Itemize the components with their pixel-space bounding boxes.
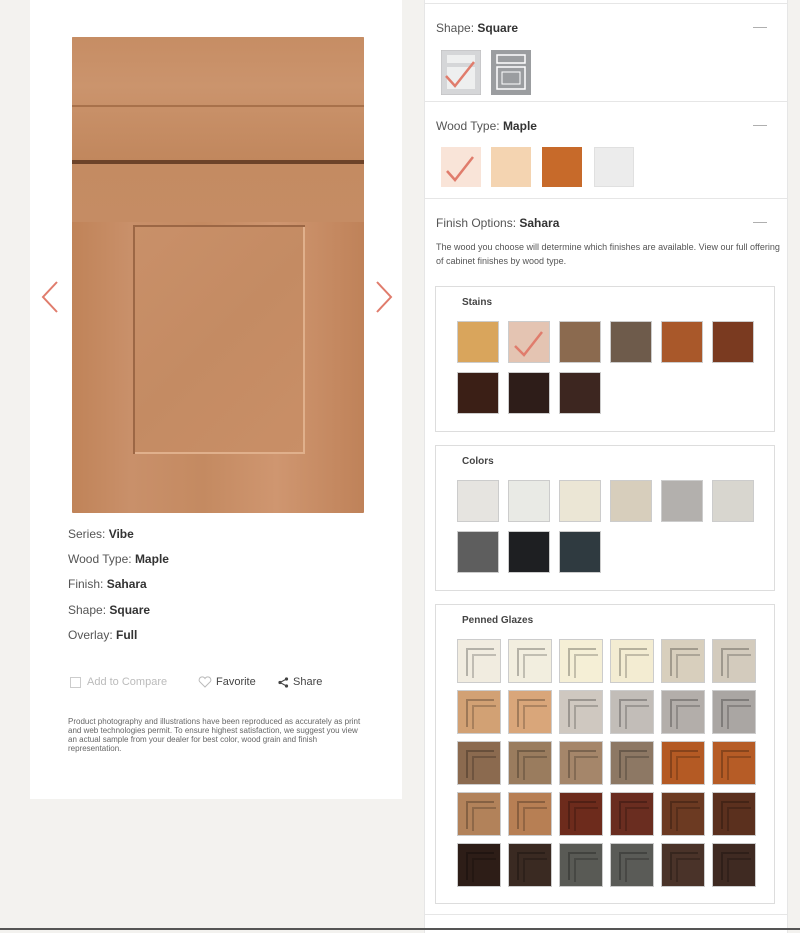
share-label: Share	[293, 676, 323, 688]
favorite-button[interactable]	[198, 676, 256, 688]
glaze-swatch[interactable]	[610, 639, 654, 683]
color-swatch[interactable]	[508, 480, 550, 522]
glaze-swatch[interactable]	[559, 690, 603, 734]
glaze-swatch[interactable]	[457, 639, 501, 683]
heart-icon	[198, 676, 212, 688]
page-bottom-border	[0, 928, 800, 930]
door-top-rail	[72, 164, 364, 222]
glaze-swatch[interactable]	[712, 792, 756, 836]
stain-swatch[interactable]	[661, 321, 703, 363]
door-center-panel	[133, 225, 305, 454]
spec-overlay: Overlay: Full	[68, 628, 138, 642]
spec-finish: Finish: Sahara	[68, 577, 147, 591]
finish-description: The wood you choose will determine which finishes are available. View our full offering of cabinet finishes by wood type.	[436, 242, 780, 266]
glaze-swatch[interactable]	[712, 741, 756, 785]
glaze-swatch[interactable]	[559, 792, 603, 836]
color-swatch[interactable]	[508, 531, 550, 573]
glaze-swatch[interactable]	[457, 843, 501, 887]
glaze-swatch[interactable]	[559, 843, 603, 887]
color-swatch[interactable]	[661, 480, 703, 522]
shape-square-option[interactable]	[441, 50, 481, 95]
glaze-swatch[interactable]	[610, 690, 654, 734]
spec-wood-type: Wood Type: Maple	[68, 552, 169, 566]
stain-swatch[interactable]	[508, 321, 550, 363]
stain-swatch[interactable]	[457, 372, 499, 414]
chevron-left-icon[interactable]	[40, 280, 60, 314]
color-swatch[interactable]	[457, 480, 499, 522]
glaze-swatch[interactable]	[508, 639, 552, 683]
disclaimer-text: Product photography and illustrations have been reproduced as accurately as print and web technologies permit. To ensure highest satisfaction, we suggest you view an actual sample from your dealer for best color, wood grain and finish representation.	[68, 717, 361, 753]
options-panel	[424, 0, 788, 933]
finish-heading[interactable]: Finish Options: Sahara	[436, 216, 560, 230]
glaze-swatch[interactable]	[508, 741, 552, 785]
shape-collapse-icon[interactable]: —	[753, 18, 767, 34]
glaze-swatch[interactable]	[508, 843, 552, 887]
glaze-swatch[interactable]	[661, 741, 705, 785]
wood-option-2[interactable]	[491, 147, 531, 187]
glaze-swatch[interactable]	[610, 843, 654, 887]
glazes-group	[435, 604, 775, 904]
stain-swatch[interactable]	[559, 321, 601, 363]
glazes-title: Penned Glazes	[462, 615, 534, 626]
glaze-swatch[interactable]	[610, 741, 654, 785]
share-button[interactable]	[278, 676, 322, 688]
color-swatch[interactable]	[559, 531, 601, 573]
color-swatch[interactable]	[712, 480, 754, 522]
glaze-swatch[interactable]	[508, 690, 552, 734]
glaze-swatch[interactable]	[508, 792, 552, 836]
shape-alt-option[interactable]	[491, 50, 531, 95]
shape-heading[interactable]: Shape: Square	[436, 21, 519, 35]
wood-collapse-icon[interactable]: —	[753, 116, 767, 132]
glaze-swatch[interactable]	[661, 639, 705, 683]
glaze-swatch[interactable]	[661, 690, 705, 734]
compare-label: Add to Compare	[87, 676, 168, 688]
chevron-right-icon[interactable]	[374, 280, 394, 314]
spec-shape: Shape: Square	[68, 603, 151, 617]
stain-swatch[interactable]	[610, 321, 652, 363]
stain-swatch[interactable]	[712, 321, 754, 363]
finish-collapse-icon[interactable]: —	[753, 213, 767, 229]
glaze-swatch[interactable]	[712, 843, 756, 887]
glaze-swatch[interactable]	[712, 639, 756, 683]
stains-group	[435, 286, 775, 432]
wood-maple-option[interactable]	[441, 147, 481, 187]
glaze-swatch[interactable]	[457, 792, 501, 836]
share-icon	[278, 677, 289, 688]
wood-type-heading[interactable]: Wood Type: Maple	[436, 119, 537, 133]
glaze-swatch[interactable]	[457, 741, 501, 785]
color-swatch[interactable]	[559, 480, 601, 522]
add-to-compare[interactable]	[70, 676, 167, 688]
spec-series: Series: Vibe	[68, 527, 134, 541]
glaze-swatch[interactable]	[457, 690, 501, 734]
stain-swatch[interactable]	[559, 372, 601, 414]
color-swatch[interactable]	[610, 480, 652, 522]
product-card	[30, 0, 402, 799]
glaze-swatch[interactable]	[559, 639, 603, 683]
colors-group	[435, 445, 775, 591]
glaze-swatch[interactable]	[661, 843, 705, 887]
favorite-label: Favorite	[216, 676, 256, 688]
glaze-swatch[interactable]	[559, 741, 603, 785]
door-drawer-front	[72, 37, 364, 164]
compare-checkbox[interactable]	[70, 677, 81, 688]
stain-swatch[interactable]	[457, 321, 499, 363]
wood-option-3[interactable]	[542, 147, 582, 187]
glaze-swatch[interactable]	[712, 690, 756, 734]
colors-title: Colors	[462, 456, 494, 467]
door-image	[72, 37, 364, 513]
stain-swatch[interactable]	[508, 372, 550, 414]
wood-option-4[interactable]	[594, 147, 634, 187]
glaze-swatch[interactable]	[661, 792, 705, 836]
stains-title: Stains	[462, 297, 493, 308]
color-swatch[interactable]	[457, 531, 499, 573]
glaze-swatch[interactable]	[610, 792, 654, 836]
